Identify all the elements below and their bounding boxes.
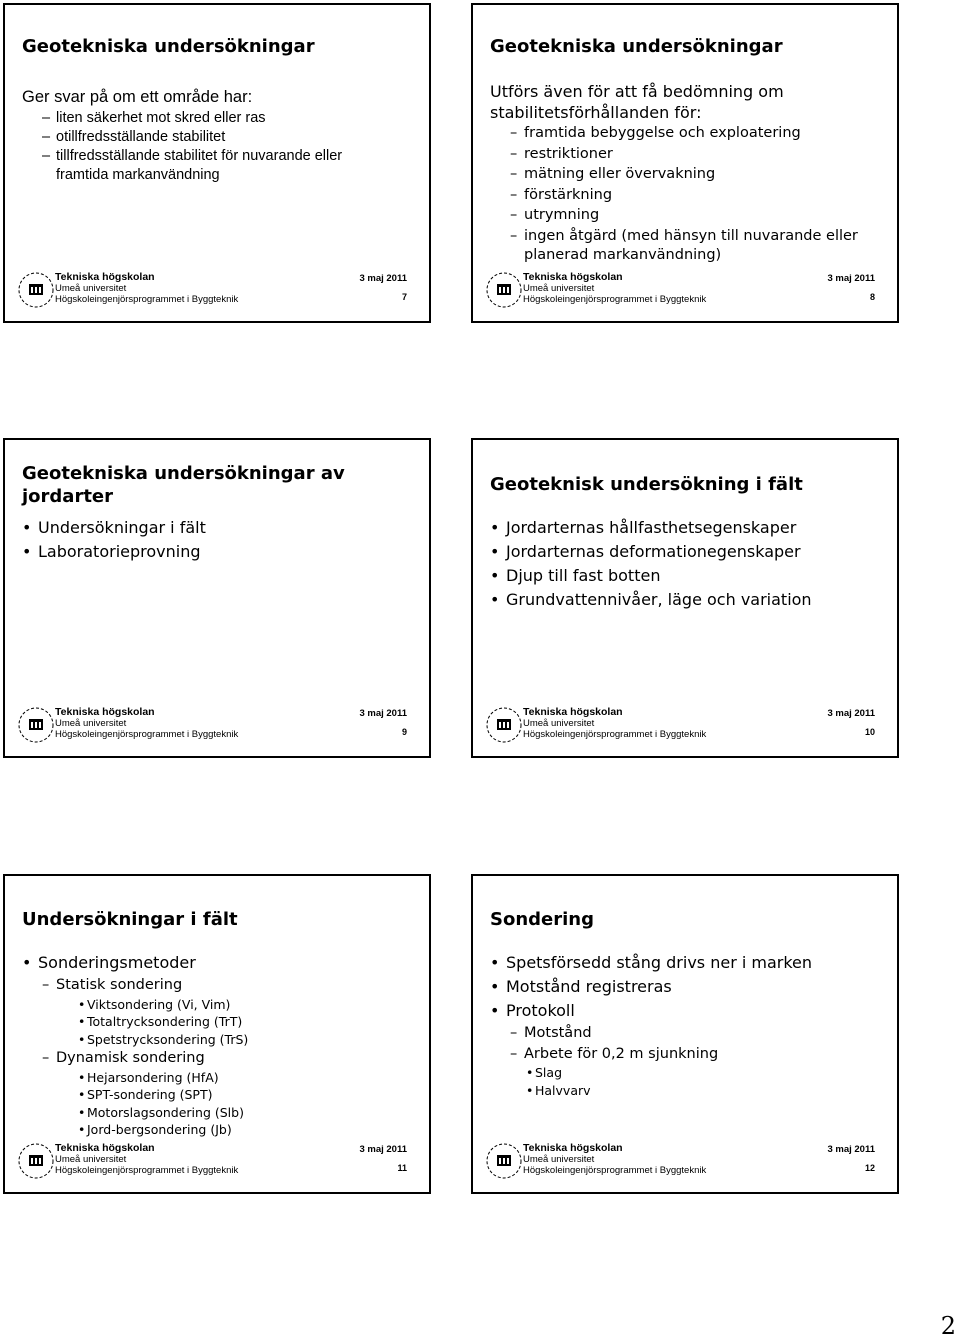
university-name: Umeå universitet — [55, 718, 127, 729]
program-name: Högskoleingenjörsprogrammet i Byggteknik — [55, 294, 239, 305]
university-name: Umeå universitet — [523, 718, 595, 729]
slide-footer — [483, 1138, 887, 1182]
slide-body — [22, 85, 419, 185]
bullet-item: • Djup till fast botten — [490, 566, 661, 585]
umea-university-logo — [483, 269, 525, 311]
university-name: Umeå universitet — [55, 1154, 127, 1165]
institution-block — [55, 271, 238, 305]
slide-8 — [471, 3, 899, 323]
program-name: Högskoleingenjörsprogrammet i Byggteknik — [55, 729, 239, 740]
bullet-item: • Sonderingsmetoder — [22, 953, 196, 972]
slide-intro: Utförs även för att få bedömning om — [490, 82, 784, 101]
institution-block — [523, 271, 706, 305]
list-item: – framtida bebyggelse och exploatering — [510, 125, 801, 141]
slide-body — [490, 951, 887, 1099]
university-name: Umeå universitet — [523, 1154, 595, 1165]
bullet-item: • Undersökningar i fält — [22, 518, 206, 537]
list-item: – förstärkning — [510, 186, 613, 203]
sub-item: – Statisk sondering — [42, 977, 183, 993]
sub-sub-item: • Spetstrycksondering (TrS) — [78, 1031, 249, 1047]
bullet-item: • Laboratorieprovning — [22, 542, 201, 561]
slide-date: 3 maj 2011 — [827, 273, 875, 284]
sub-sub-item: • SPT-sondering (SPT) — [78, 1087, 213, 1102]
umea-university-logo — [483, 1140, 525, 1182]
school-name: Tekniska högskolan — [55, 706, 155, 718]
list-item: – liten säkerhet mot skred eller ras — [42, 110, 266, 126]
slide-date: 3 maj 2011 — [827, 1144, 875, 1155]
slide-body — [490, 516, 887, 612]
program-name: Högskoleingenjörsprogrammet i Byggteknik — [523, 294, 707, 305]
list-item: – otillfredsställande stabilitet — [42, 129, 226, 145]
slide-title: Sondering — [490, 909, 594, 930]
slide-10 — [471, 438, 899, 758]
slide-footer — [483, 702, 887, 746]
university-name: Umeå universitet — [523, 283, 595, 294]
sub-sub-item: • Hejarsondering (HfA) — [78, 1069, 219, 1085]
school-name: Tekniska högskolan — [523, 1142, 623, 1154]
slide-title: Geotekniska undersökningar — [490, 36, 783, 57]
umea-university-logo — [483, 704, 525, 746]
list-item: – utrymning — [510, 207, 600, 223]
sub-sub-item: • Viktsondering (Vi, Vim) — [78, 996, 231, 1012]
title-line: Geotekniska undersökningar av — [22, 463, 345, 484]
slide-title: Geotekniska undersökningar — [22, 36, 315, 57]
sub-item: – Dynamisk sondering — [42, 1050, 205, 1066]
page-number: 8 — [869, 292, 875, 302]
institution-block — [523, 1142, 706, 1176]
page-number: 7 — [401, 292, 407, 302]
sub-sub-item: • Motorslagsondering (Slb) — [78, 1104, 244, 1120]
bullet-item: • Grundvattennivåer, läge och variation — [490, 590, 812, 609]
university-name: Umeå universitet — [55, 283, 127, 294]
slide-footer — [483, 267, 887, 311]
bullet-item: • Spetsförsedd stång drivs ner i marken — [490, 953, 813, 972]
umea-university-logo — [15, 1140, 57, 1182]
page-number: 9 — [401, 727, 407, 737]
bullet-item: • Jordarternas deformationegenskaper — [490, 542, 801, 561]
sub-item: – Arbete för 0,2 m sjunkning — [510, 1045, 719, 1062]
slide-body — [490, 81, 887, 264]
school-name: Tekniska högskolan — [55, 271, 155, 283]
program-name: Högskoleingenjörsprogrammet i Byggteknik — [523, 1165, 707, 1176]
sheet-page-number: 2 — [940, 1312, 956, 1340]
school-name: Tekniska högskolan — [523, 271, 623, 283]
list-item: – tillfredsställande stabilitet för nuvarande eller — [42, 148, 343, 164]
slide-footer — [15, 702, 419, 746]
sub-item: – Motstånd — [510, 1025, 592, 1041]
list-item: – ingen åtgärd (med hänsyn till nuvarande eller — [510, 227, 858, 244]
slide-date: 3 maj 2011 — [359, 1144, 407, 1155]
sub-sub-item: • Halvvarv — [526, 1082, 591, 1098]
slide-date: 3 maj 2011 — [359, 708, 407, 719]
slide-date: 3 maj 2011 — [359, 273, 407, 284]
umea-university-logo — [15, 269, 57, 311]
sub-sub-item: • Totaltrycksondering (TrT) — [78, 1014, 243, 1029]
list-item: – mätning eller övervakning — [510, 166, 716, 182]
list-item-continuation: framtida markanvändning — [56, 167, 220, 183]
institution-block — [55, 1142, 238, 1176]
institution-block — [55, 706, 238, 740]
bullet-item: • Jordarternas hållfasthetsegenskaper — [490, 518, 797, 537]
page-number: 11 — [397, 1163, 407, 1173]
slide-11 — [3, 874, 431, 1194]
slide-7 — [3, 3, 431, 323]
slide-intro: Ger svar på om ett område har: — [22, 88, 253, 106]
institution-block — [523, 706, 706, 740]
slide-9 — [3, 438, 431, 758]
bullet-item: • Protokoll — [490, 1001, 575, 1020]
title-line: jordarter — [22, 486, 114, 507]
list-item: – restriktioner — [510, 145, 613, 162]
sub-sub-item: • Slag — [526, 1065, 563, 1080]
slide-title: Geoteknisk undersökning i fält — [490, 474, 803, 495]
slide-footer — [15, 1138, 419, 1182]
school-name: Tekniska högskolan — [55, 1142, 155, 1154]
slide-footer — [15, 267, 419, 311]
page-number: 10 — [864, 727, 875, 737]
sub-sub-item: • Jord-bergsondering (Jb) — [78, 1122, 232, 1137]
school-name: Tekniska högskolan — [523, 706, 623, 718]
program-name: Högskoleingenjörsprogrammet i Byggteknik — [523, 729, 707, 740]
program-name: Högskoleingenjörsprogrammet i Byggteknik — [55, 1165, 239, 1176]
slide-12 — [471, 874, 899, 1194]
umea-university-logo — [15, 704, 57, 746]
slide-title: Undersökningar i fält — [22, 909, 238, 930]
slide-date: 3 maj 2011 — [827, 708, 875, 719]
slide-body — [22, 951, 419, 1139]
slide-title — [22, 462, 417, 508]
slide-body — [22, 516, 419, 564]
slide-intro: stabilitetsförhållanden för: — [490, 103, 702, 122]
page-number: 12 — [864, 1163, 875, 1173]
list-item-continuation: planerad markanvändning) — [524, 247, 722, 263]
bullet-item: • Motstånd registreras — [490, 977, 672, 996]
